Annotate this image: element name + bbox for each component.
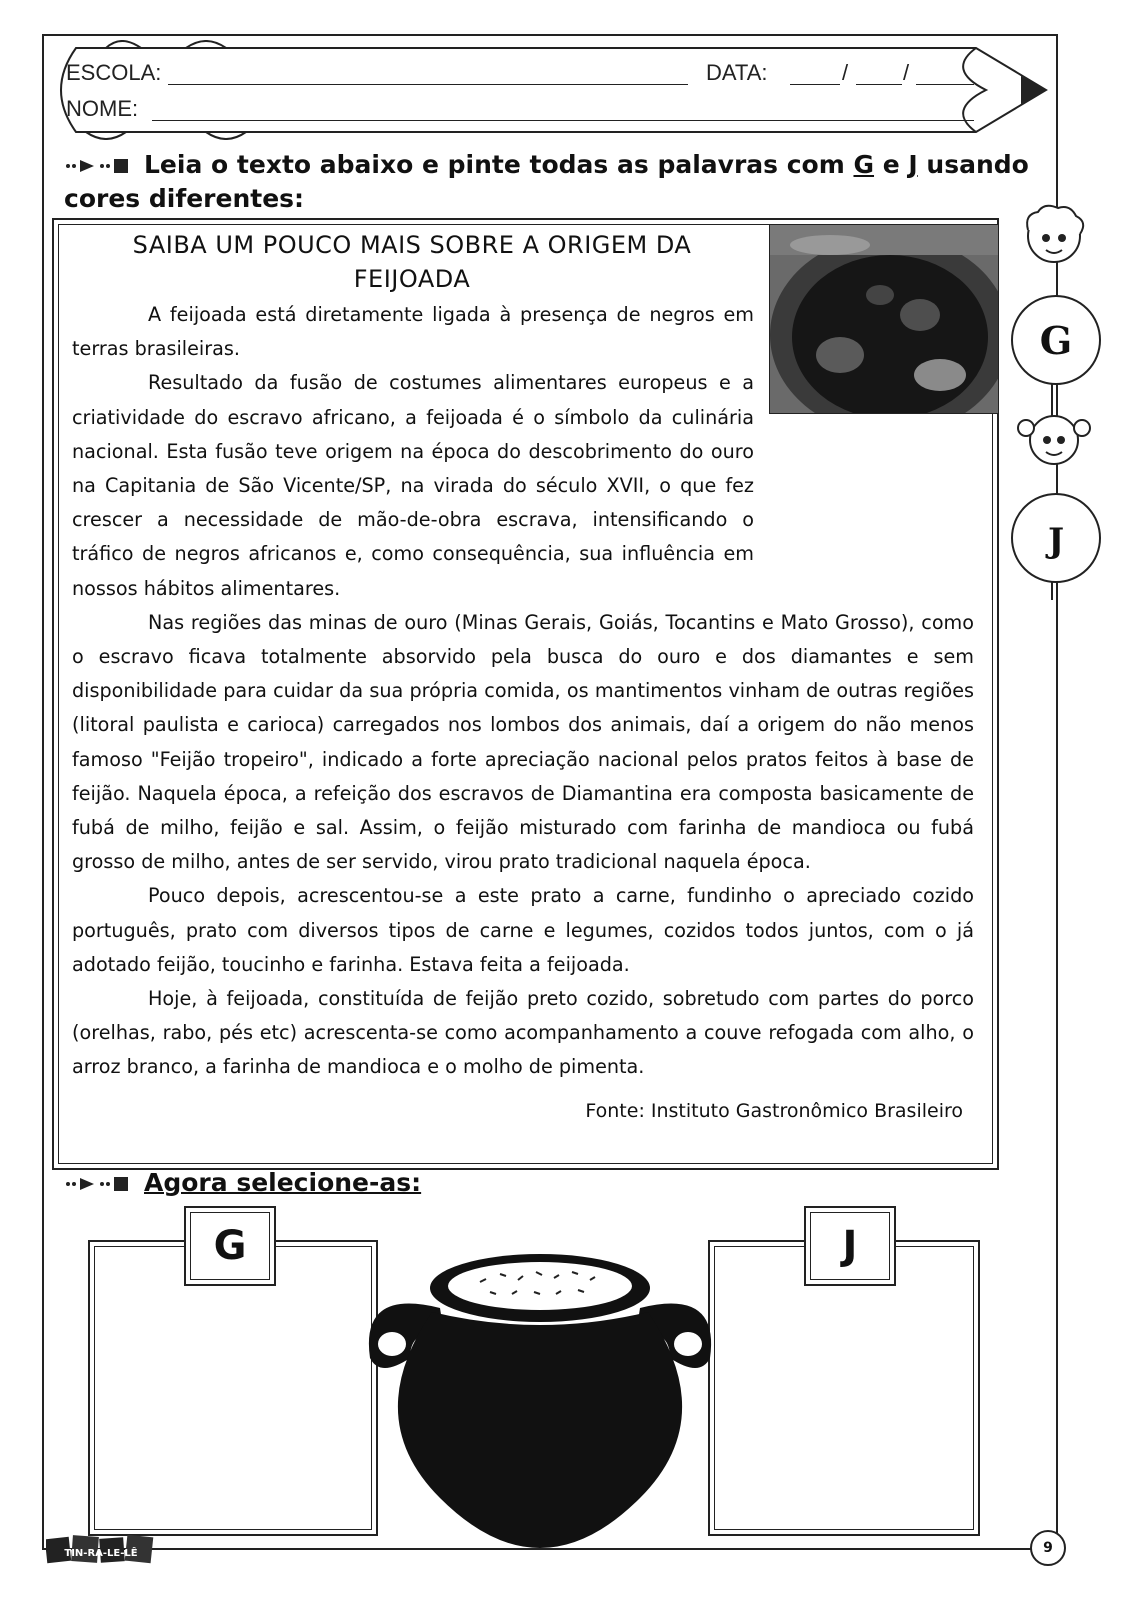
article-paragraph: A feijoada está diretamente ligada à presença de negros em terras brasileiras. — [72, 303, 754, 361]
publisher-logo — [46, 1532, 156, 1568]
article-title-line1: SAIBA UM POUCO MAIS SOBRE A ORIGEM DA — [132, 231, 692, 259]
article-paragraph: Nas regiões das minas de ouro (Minas Gerais, Goiás, Tocantins e Mato Grosso), como o escravo ficava totalmente absorvido pela busca do ouro e dos diamantes e sem disponibilidade para cuidar da sua própria comida, os mantimentos vinham de outras regiões (litoral paulista e carioca) carregados nos lombos dos animais, daí a origem do não menos famoso "Feijão tropeiro", indicado a forte apreciação nacional pelos pratos feitos à base de feijão. Naquela época, a refeição dos escravos de Diamantina era composta basicamente de fubá de milho, feijão e sal. Assim, o feijão misturado com farinha de mandioca ou fubá grosso de milho, antes de ser servido, virou prato tradicional naquela época. — [72, 610, 974, 874]
name-label: NOME: — [66, 96, 139, 121]
article-paragraph: Hoje, à feijoada, constituída de feijão preto cozido, sobretudo com partes do porco (orelhas, rabo, pés etc) acrescenta-se como acompanhamento a couve refogada com alho, o arroz branco, a farinha de mandioca e o molho de pimenta. — [72, 987, 974, 1079]
instruction-letter-j: J — [908, 150, 918, 179]
page-number: 9 — [1030, 1530, 1066, 1566]
article-source: Fonte: Instituto Gastronômico Brasileiro — [585, 1100, 963, 1122]
girl-curly-icon — [1027, 206, 1083, 262]
date-separator: / — [903, 60, 910, 85]
side-letter-j: J — [1047, 521, 1065, 561]
pencil-bullet-icon — [64, 1174, 144, 1194]
article-title-line2: FEIJOADA — [353, 265, 471, 293]
date-label: DATA: — [706, 60, 768, 85]
instruction-connector: e — [874, 150, 909, 179]
school-label: ESCOLA: — [66, 60, 162, 85]
article-title — [82, 228, 742, 296]
article-body — [72, 298, 974, 1085]
instruction — [64, 148, 1054, 216]
pencil-banner — [46, 40, 1056, 140]
girl-pigtails-icon — [1018, 416, 1090, 464]
side-letter-g: G — [1039, 318, 1073, 363]
answer-tab-g-label: G — [190, 1212, 270, 1280]
answer-tab-j-label: J — [810, 1212, 890, 1280]
cooking-pot-icon — [340, 1248, 740, 1558]
instruction-text-end: usando cores diferentes: — [64, 150, 1029, 213]
side-letters-decoration — [1004, 200, 1114, 600]
date-year-field[interactable] — [916, 84, 974, 85]
publisher-logo-text: TIN-RA-LE-LÊ — [64, 1548, 138, 1559]
instruction-letter-g: G — [853, 150, 875, 179]
date-month-field[interactable] — [856, 84, 902, 85]
answer-tab-g — [184, 1206, 276, 1286]
date-day-field[interactable] — [790, 84, 840, 85]
article-paragraph: Pouco depois, acrescentou-se a este prato a carne, fundinho o apreciado cozido português, prato com diversos tipos de carne e legumes, cozidos todos juntos, com o já adotado feijão, toucinho e farinha. Estava feita a feijoada. — [72, 884, 974, 976]
school-field[interactable] — [168, 84, 688, 85]
select-section-label: Agora selecione-as: — [144, 1168, 422, 1197]
article-paragraph: Resultado da fusão de costumes alimentares europeus e a criatividade do escravo africano, a feijoada é o símbolo da culinária nacional. Esta fusão teve origem na época do descobrimento do ouro na Capitania de São Vicente/SP, na virada do século XVII, o que fez crescer a necessidade de mão-de-obra escrava, intensificando o tráfico de negros africanos e, como consequência, sua influência em nossos hábitos alimentares. — [72, 371, 754, 600]
instruction-text: Leia o texto abaixo e pinte todas as palavras com — [144, 150, 854, 179]
date-separator: / — [842, 60, 849, 85]
name-field[interactable] — [152, 120, 974, 121]
select-section-title — [64, 1168, 421, 1197]
pencil-bullet-icon — [64, 156, 144, 176]
answer-tab-j — [804, 1206, 896, 1286]
